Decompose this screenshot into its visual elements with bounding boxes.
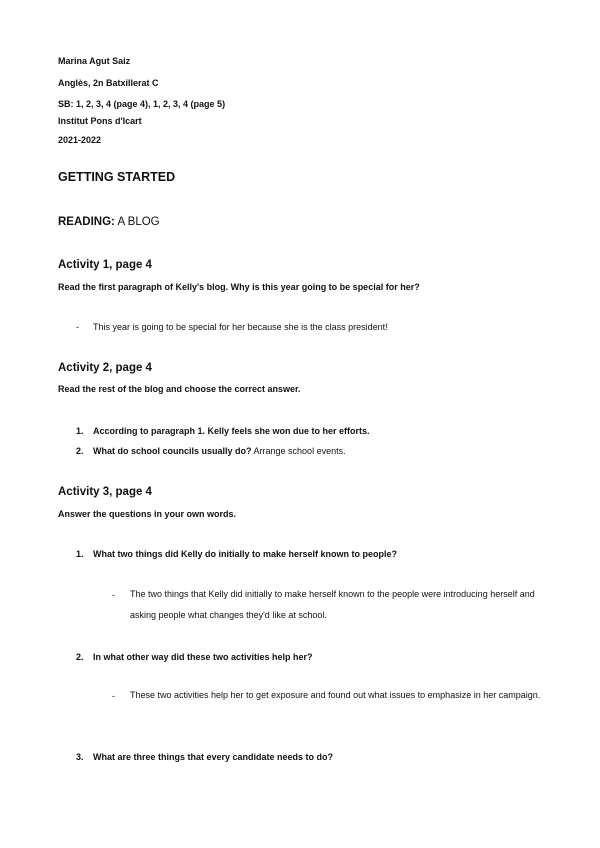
activity-3-a1: The two things that Kelly did initially to make herself known to the people were introducing herself and asking people what changes they'd like at school.	[130, 589, 535, 620]
section-text: A BLOG	[117, 216, 160, 228]
list-number: 2.	[76, 652, 84, 662]
school-year: 2021-2022	[58, 135, 102, 145]
list-number: 1.	[76, 549, 84, 559]
section-label: READING:	[58, 216, 115, 228]
activity-2-item-2-question: What do school councils usually do?	[93, 446, 252, 456]
list-number: 1.	[76, 426, 84, 436]
activity-3-instruction: Answer the questions in your own words.	[58, 509, 237, 519]
list-number: 3.	[76, 752, 84, 762]
course-line: Anglès, 2n Batxillerat C	[58, 78, 159, 88]
author-name: Marina Agut Saiz	[58, 56, 131, 66]
activity-3-a2: These two activities help her to get exposure and found out what issues to emphasize in her campaign.	[130, 690, 541, 700]
sb-pages-line: SB: 1, 2, 3, 4 (page 4), 1, 2, 3, 4 (page 5)	[58, 99, 226, 109]
activity-3-q3: What are three things that every candidate needs to do?	[93, 752, 334, 762]
list-number: 2.	[76, 446, 84, 456]
activity-3-title: Activity 3, page 4	[58, 486, 152, 498]
school-name: Institut Pons d'Icart	[58, 116, 142, 126]
activity-1-title: Activity 1, page 4	[58, 259, 152, 271]
activity-2-title: Activity 2, page 4	[58, 362, 152, 374]
activity-2-item-2	[93, 446, 346, 456]
activity-2-item-2-answer: Arrange school events.	[253, 446, 346, 456]
page-title: GETTING STARTED	[58, 170, 176, 184]
activity-1-answer: This year is going to be special for her because she is the class president!	[93, 322, 388, 332]
activity-2-item-1-question: According to paragraph 1. Kelly feels she won due to her efforts.	[93, 426, 370, 436]
activity-1-instruction: Read the first paragraph of Kelly's blog. Why is this year going to be special for her?	[58, 282, 420, 292]
activity-3-q2: In what other way did these two activities help her?	[93, 652, 313, 662]
dash-bullet: -	[112, 691, 115, 701]
activity-2-instruction: Read the rest of the blog and choose the correct answer.	[58, 384, 301, 394]
dash-bullet: -	[112, 590, 115, 600]
section-heading	[58, 216, 160, 228]
activity-3-q1: What two things did Kelly do initially to make herself known to people?	[93, 549, 398, 559]
dash-bullet: -	[76, 322, 79, 332]
